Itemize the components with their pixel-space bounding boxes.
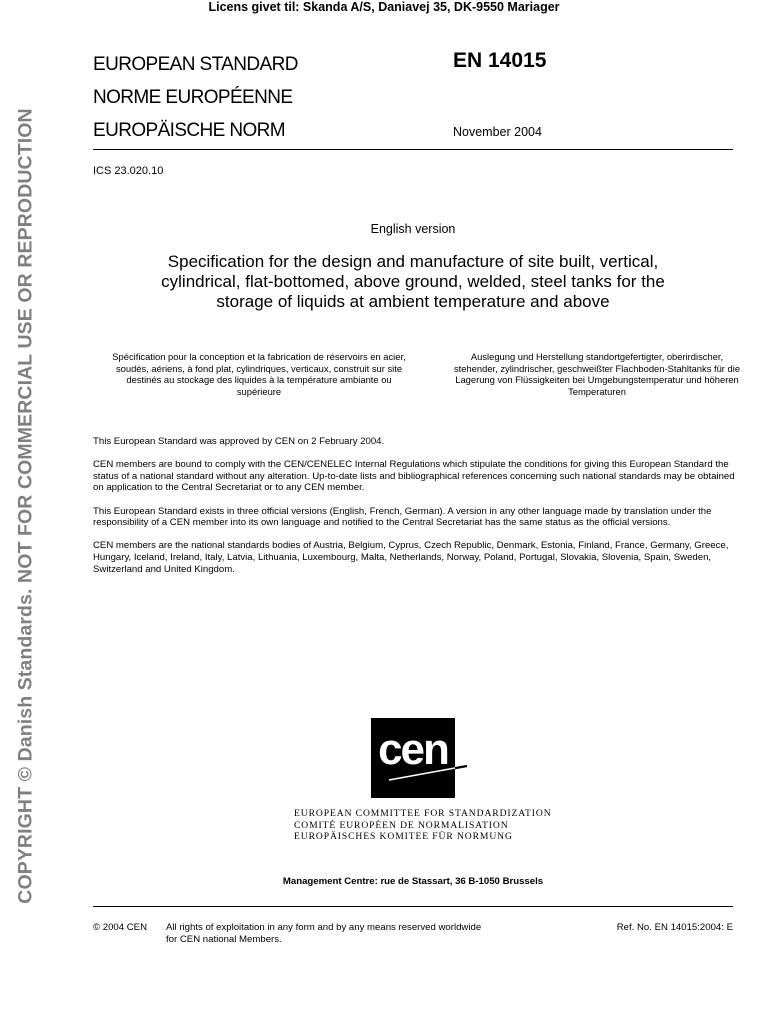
license-line: Licens givet til: Skanda A/S, Daniavej 35, DK-9550 Mariager <box>208 0 560 14</box>
members-paragraph: CEN members are the national standards bodies of Austria, Belgium, Cyprus, Czech Republic, Denmark, Estonia, Finland, France, Germany, Greece, Hungary, Iceland, Ireland, Italy, Latvia, Lithuania, Luxembourg, Malta, Netherlands, Norway, Poland, Portugal, Slovakia, Slovenia, Spain, Sweden, Switzerland and United Kingdom. <box>93 540 729 575</box>
document-title-french: Spécification pour la conception et la fabrication de réservoirs en acier, soudés, aériens, à fond plat, cylindriques, verticaux, construit sur site destinés au stockage des liquides à la température ambiante ou supérieure <box>112 351 406 397</box>
ics-code: ICS 23.020.10 <box>93 165 164 177</box>
standard-name-en: EUROPEAN STANDARD <box>93 54 298 75</box>
versions-paragraph: This European Standard exists in three official versions (English, French, German). A version in any other language made by translation under the responsibility of a CEN member into its own language and notified to the Central Secretariat has the same status as the official versions. <box>93 505 712 529</box>
footer-copyright: © 2004 CEN <box>93 922 147 933</box>
committee-name-de: EUROPÄISCHES KOMITEE FÜR NORMUNG <box>294 831 513 843</box>
copyright-watermark-text: COPYRIGHT © Danish Standards. NOT FOR COMMERCIAL USE OR REPRODUCTION <box>14 108 37 904</box>
cen-logo-graphic <box>371 718 471 798</box>
document-title: Specification for the design and manufacture of site built, vertical, cylindrical, flat-bottomed, above ground, welded, steel tanks for the storage of liquids at ambient temperature and above <box>161 252 665 311</box>
approval-paragraph: This European Standard was approved by CEN on 2 February 2004. <box>93 436 385 447</box>
body-text <box>93 436 735 587</box>
footer-rights: All rights of exploitation in any form and by any means reserved worldwide for CEN national Members. <box>166 922 482 945</box>
document-title-german: Auslegung und Herstellung standortgefertigter, oberirdischer, stehender, zylindrischer, geschweißter Flachboden-Stahltanks für die Lagerung von Flüssigkeiten bei Umgebungstemperatur und höheren Temperaturen <box>453 351 741 397</box>
management-centre: Management Centre: rue de Stassart, 36 B-1050 Brussels <box>282 876 544 887</box>
committee-name-fr: COMITÉ EUROPÉEN DE NORMALISATION <box>294 819 509 831</box>
committee-names <box>294 808 552 843</box>
regulations-paragraph: CEN members are bound to comply with the CEN/CENELEC Internal Regulations which stipulate the conditions for giving this European Standard the status of a national standard without any alteration. Up-to-date lists and bibliographical references concerning such national standards may be obtained on application to the Central Secretariat or to any CEN member. <box>93 459 735 494</box>
cen-logo-text: cen <box>378 725 448 774</box>
cen-logo <box>371 718 455 798</box>
header-divider <box>93 149 733 150</box>
standard-number: EN 14015 <box>453 49 547 72</box>
footer-reference: Ref. No. EN 14015:2004: E <box>616 922 733 933</box>
footer-divider <box>93 906 733 907</box>
standard-name-fr: NORME EUROPÉENNE <box>93 87 293 108</box>
publication-date: November 2004 <box>453 125 542 139</box>
committee-name-en: EUROPEAN COMMITTEE FOR STANDARDIZATION <box>294 808 552 819</box>
language-version: English version <box>370 222 456 236</box>
standard-names <box>93 48 298 147</box>
standard-name-de: EUROPÄISCHE NORM <box>93 120 286 141</box>
